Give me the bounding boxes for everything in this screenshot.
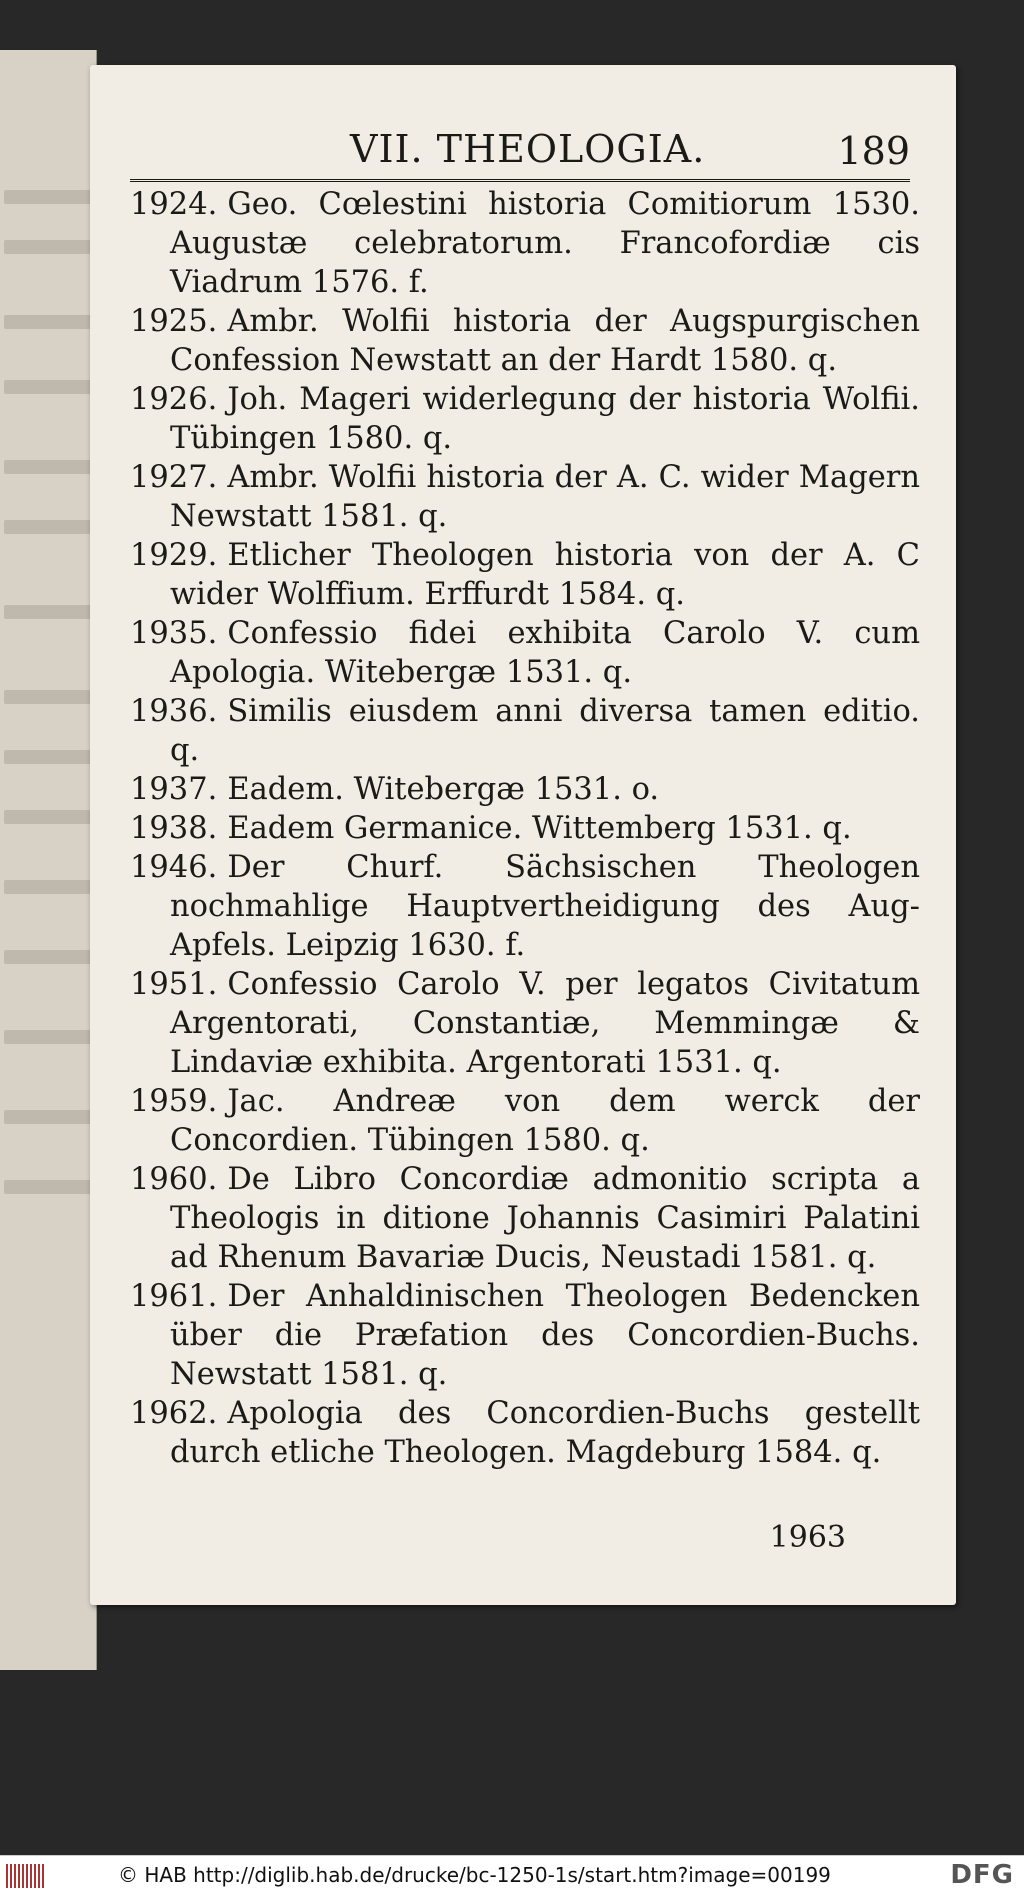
entry-text: Der Anhaldinischen Theologen Bedencken über die Præfation des Concordien-Buchs. Newstatt 1581. q.: [170, 1279, 920, 1392]
catalog-entries: [130, 185, 920, 1472]
catalog-entry: [130, 458, 920, 536]
entry-text: De Libro Concordiæ admonitio scripta a Theologis in ditione Johannis Casimiri Palatini ad Rhenum Bavariæ Ducis, Neustadi 1581. q.: [170, 1162, 920, 1275]
catalog-entry: [130, 692, 920, 770]
entry-text: Jac. Andreæ von dem werck der Concordien. Tübingen 1580. q.: [170, 1084, 920, 1158]
entry-number: 1951.: [130, 967, 218, 1002]
entry-text: Similis eiusdem anni diversa tamen editio. q.: [170, 694, 920, 768]
catalog-entry: [130, 614, 920, 692]
entry-number: 1938.: [130, 811, 218, 846]
entry-number: 1924.: [130, 187, 218, 222]
entry-text: Eadem Germanice. Wittemberg 1531. q.: [227, 811, 852, 846]
catalog-entry: [130, 536, 920, 614]
entry-number: 1926.: [130, 382, 218, 417]
page-header: [130, 127, 910, 177]
entry-text: Eadem. Witebergæ 1531. o.: [227, 772, 660, 807]
entry-text: Etlicher Theologen historia von der A. C wider Wolffium. Erffurdt 1584. q.: [170, 538, 920, 612]
entry-number: 1937.: [130, 772, 218, 807]
entry-text: Geo. Cœlestini historia Comitiorum 1530. Augustæ celebratorum. Francofordiæ cis Viadrum 1576. f.: [170, 187, 920, 300]
catalog-entry: [130, 302, 920, 380]
entry-text: Der Churf. Sächsischen Theologen nochmahlige Hauptvertheidigung des Aug-Apfels. Leipzig 1630. f.: [170, 850, 920, 963]
entry-number: 1946.: [130, 850, 218, 885]
entry-number: 1962.: [130, 1396, 218, 1431]
catalog-entry: [130, 848, 920, 965]
entry-text: Joh. Mageri widerlegung der historia Wolfii. Tübingen 1580. q.: [170, 382, 920, 456]
entry-number: 1961.: [130, 1279, 218, 1314]
catalog-entry: [130, 1082, 920, 1160]
header-rule: [130, 179, 910, 182]
entry-text: Apologia des Concordien-Buchs gestellt durch etliche Theologen. Magdeburg 1584. q.: [170, 1396, 920, 1470]
entry-number: 1936.: [130, 694, 218, 729]
entry-text: Confessio Carolo V. per legatos Civitatum Argentorati, Constantiæ, Memmingæ & Lindaviæ exhibita. Argentorati 1531. q.: [170, 967, 920, 1080]
catalog-entry: [130, 1394, 920, 1472]
page-number: 189: [837, 129, 910, 173]
dfg-logo: DFG: [950, 1860, 1014, 1890]
entry-number: 1927.: [130, 460, 218, 495]
entry-text: Ambr. Wolfii historia der Augspurgischen Confession Newstatt an der Hardt 1580. q.: [170, 304, 920, 378]
barcode-icon: [6, 1864, 44, 1888]
catalog-entry: [130, 1277, 920, 1394]
entry-number: 1959.: [130, 1084, 218, 1119]
catchword: 1963: [769, 1520, 846, 1555]
footer-bar: [0, 1855, 1024, 1894]
catalog-entry: [130, 965, 920, 1082]
entry-number: 1925.: [130, 304, 218, 339]
entry-number: 1960.: [130, 1162, 218, 1197]
entry-text: Confessio fidei exhibita Carolo V. cum Apologia. Witebergæ 1531. q.: [170, 616, 920, 690]
facing-page-edge: [0, 50, 97, 1670]
catalog-entry: [130, 380, 920, 458]
entry-number: 1935.: [130, 616, 218, 651]
entry-number: 1929.: [130, 538, 218, 573]
footer-credit[interactable]: © HAB http://diglib.hab.de/drucke/bc-1250-1s/start.htm?image=00199: [118, 1863, 831, 1887]
catalog-entry: [130, 185, 920, 302]
catalog-entry: [130, 809, 920, 848]
catalog-entry: [130, 770, 920, 809]
running-title: VII. THEOLOGIA.: [350, 127, 706, 171]
entry-text: Ambr. Wolfii historia der A. C. wider Magern Newstatt 1581. q.: [170, 460, 920, 534]
book-page: [90, 65, 956, 1605]
catalog-entry: [130, 1160, 920, 1277]
